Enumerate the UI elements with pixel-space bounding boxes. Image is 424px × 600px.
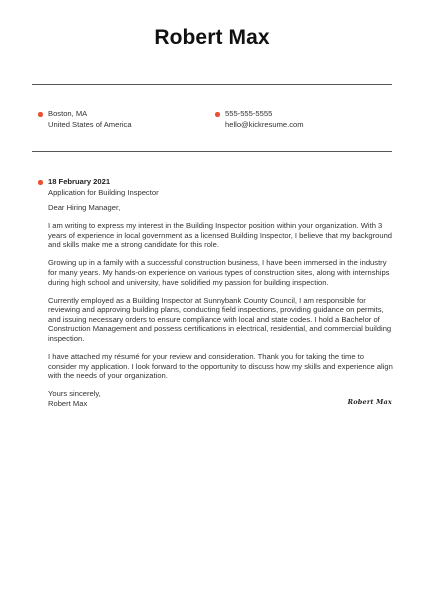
top-divider bbox=[32, 84, 392, 85]
bottom-divider bbox=[32, 151, 392, 152]
closing-salutation: Yours sincerely, bbox=[48, 389, 101, 399]
email-address: hello@kickresume.com bbox=[225, 119, 304, 129]
address-line-1: Boston, MA bbox=[48, 109, 88, 118]
letter-body bbox=[48, 203, 393, 409]
paragraph-closing: I have attached my résumé for your review and consideration. Thank you for taking the time to consider my application. I look forward to the opportunity to discuss how my skills and experience align with the needs of your organization. bbox=[48, 352, 393, 381]
greeting: Dear Hiring Manager, bbox=[48, 203, 121, 212]
handwritten-signature: Robert Max bbox=[347, 398, 392, 406]
date-bullet-icon bbox=[38, 180, 43, 185]
paragraph-intro: I am writing to express my interest in the Building Inspector position within your organization. With 3 years of experience in local government as a licensed Building Inspector, I believe that my background and skills make me a strong candidate for this role. bbox=[48, 221, 393, 250]
closing-name: Robert Max bbox=[48, 399, 88, 408]
phone-number: 555-555-5555 bbox=[225, 109, 273, 118]
applicant-name-heading: Robert Max bbox=[154, 26, 270, 49]
address-block bbox=[48, 109, 132, 130]
letter-date: 18 February 2021 bbox=[48, 177, 111, 186]
closing-block bbox=[48, 389, 393, 408]
address-bullet-icon bbox=[38, 112, 43, 117]
letter-subject: Application for Building Inspector bbox=[48, 187, 159, 197]
contact-bullet-icon bbox=[215, 112, 220, 117]
contact-block bbox=[225, 109, 304, 130]
paragraph-background: Growing up in a family with a successful construction business, I have been immersed in the industry for many years. My hands-on experience on various types of construction sites, along with internships during high school and university, have solidified my passion for building inspection. bbox=[48, 258, 390, 287]
paragraph-current-role: Currently employed as a Building Inspector at Sunnybank County Council, I am responsible for reviewing and approving building plans, conducting field inspections, providing guidance on permits, and issuing necessary orders to ensure compliance with local and state codes. I hold a Bachelor of Construction Management and possess certifications in electrical, residential, and commercial building inspection. bbox=[48, 295, 392, 344]
date-subject-block bbox=[48, 177, 159, 198]
address-line-2: United States of America bbox=[48, 119, 132, 129]
